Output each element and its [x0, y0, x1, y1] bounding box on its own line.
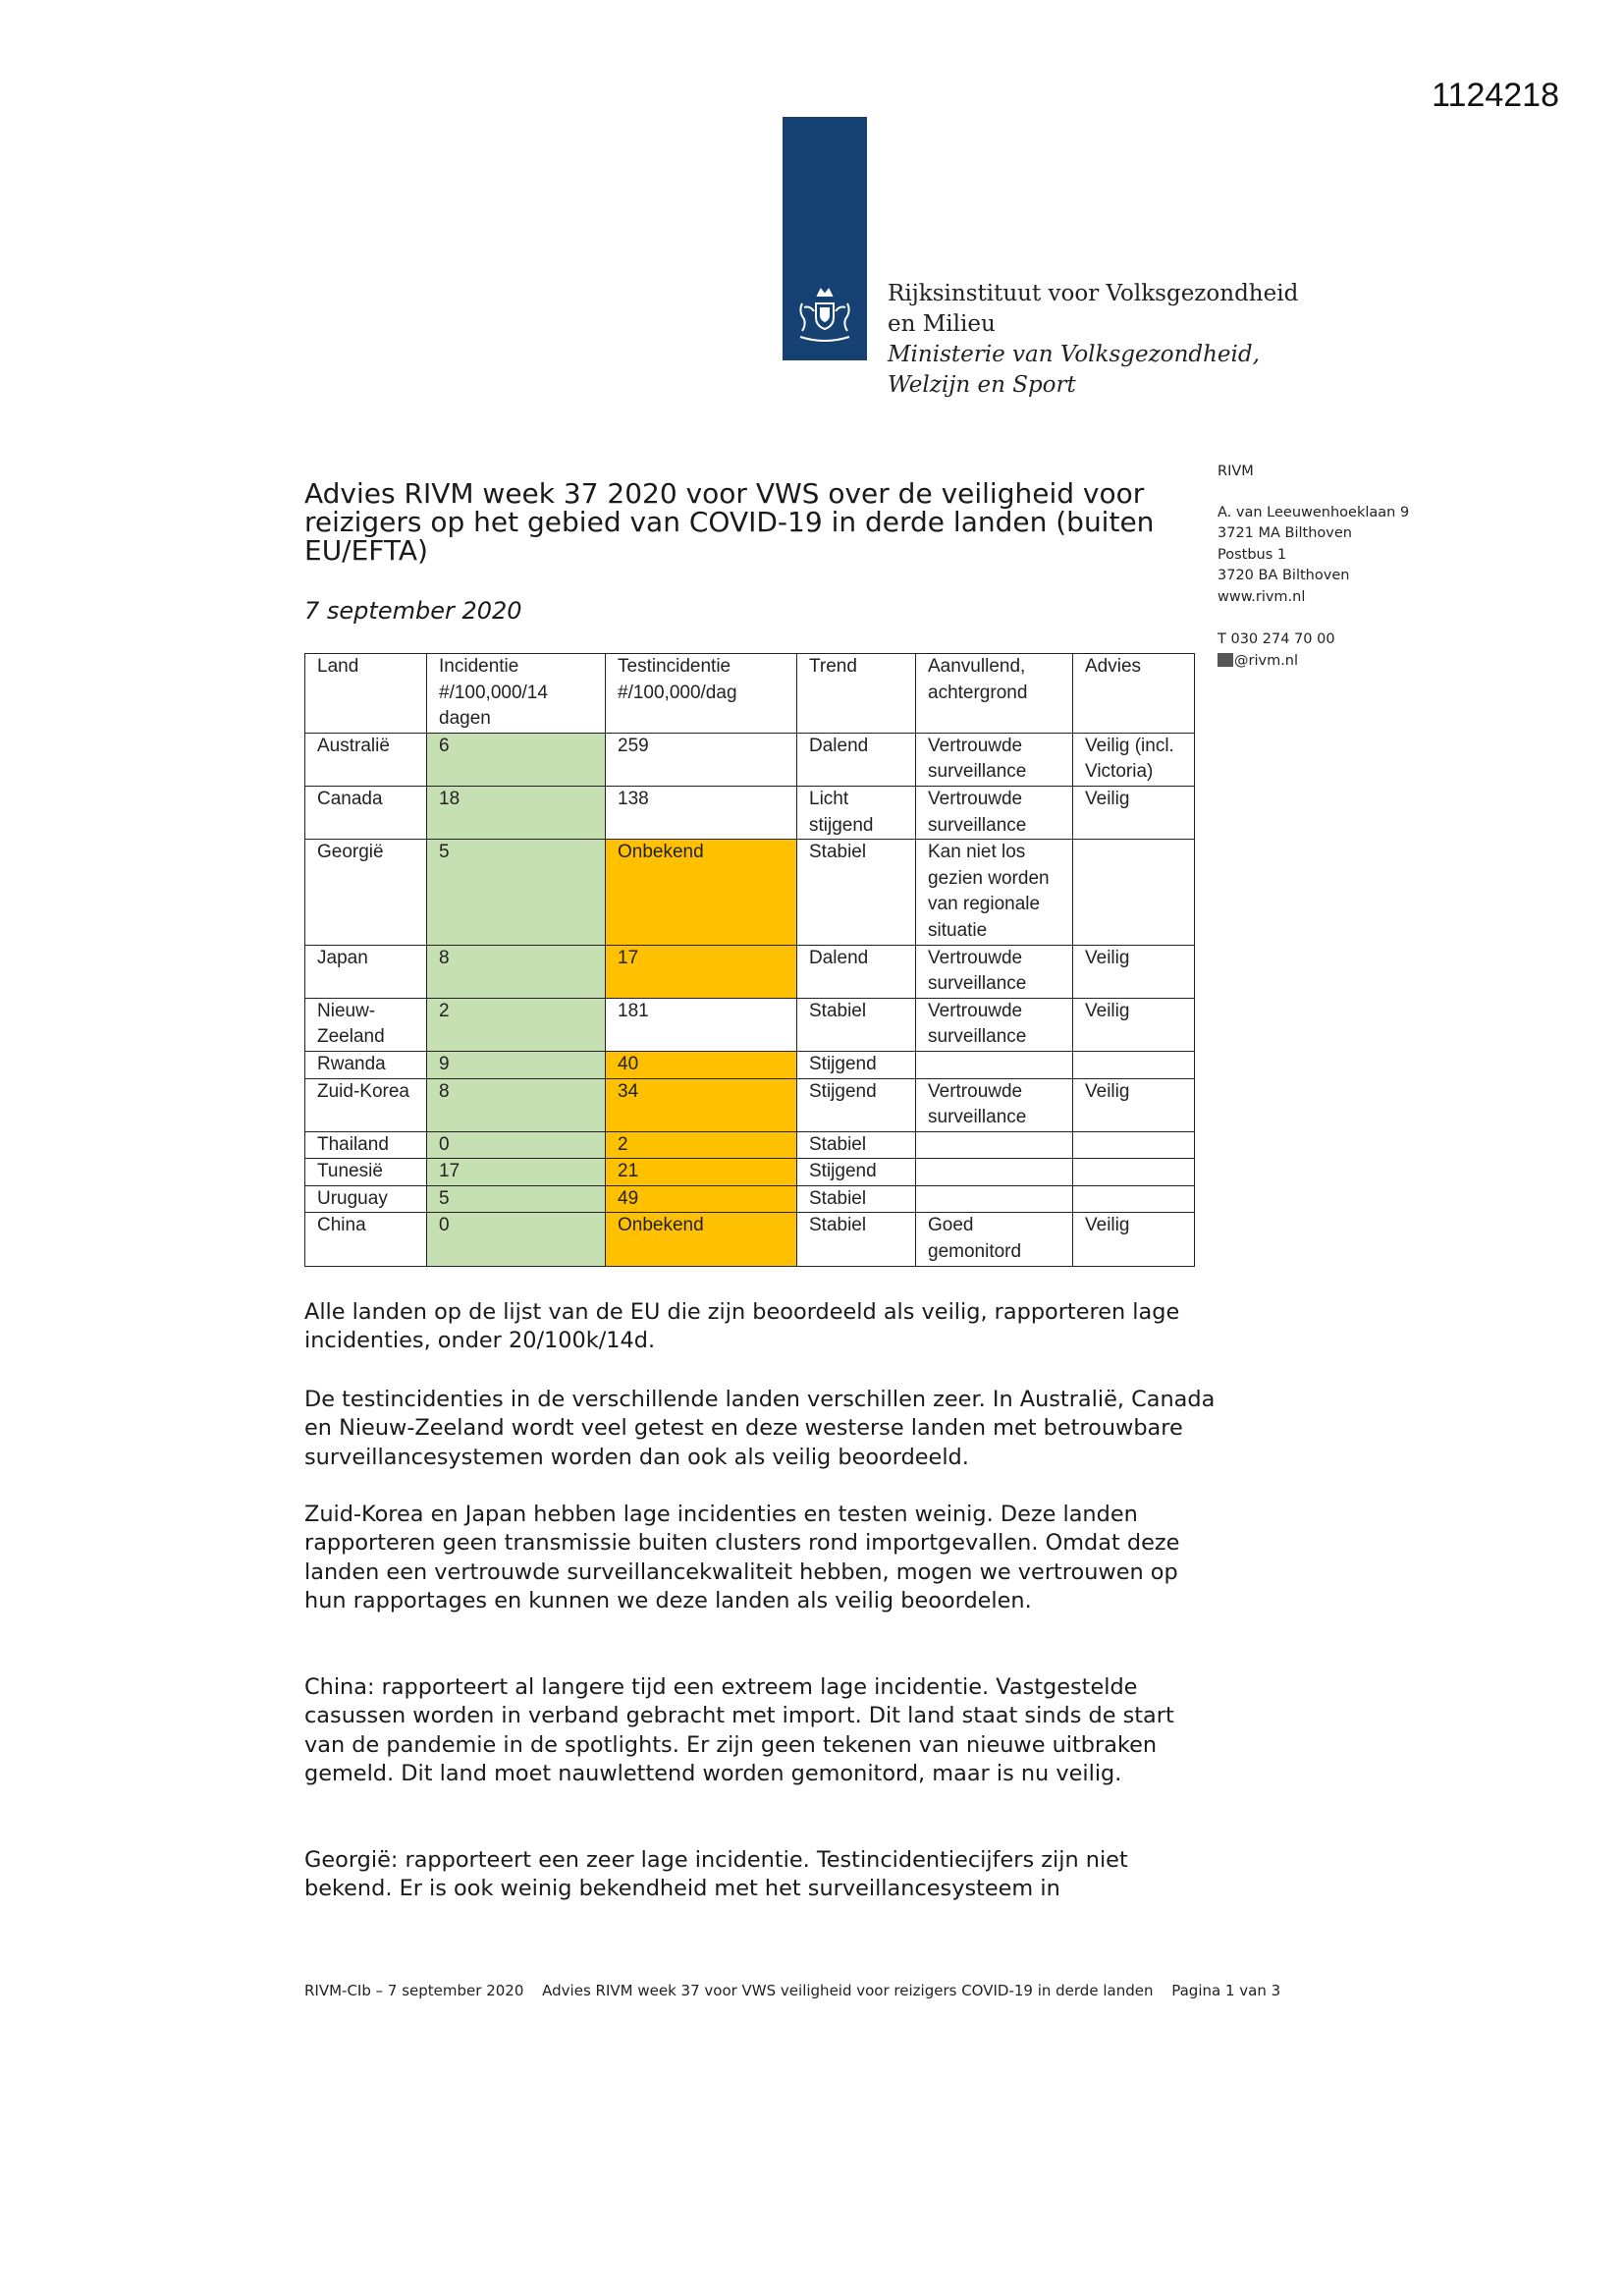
table-cell-aanvullend	[916, 1051, 1073, 1078]
table-cell-aanvullend: Vertrouwde surveillance	[916, 733, 1073, 786]
table-cell-advies: Veilig	[1073, 1213, 1195, 1266]
table-cell-incidentie: 8	[427, 1078, 606, 1131]
government-logo	[783, 117, 867, 360]
table-row	[305, 733, 1195, 786]
table-cell-incidentie: 2	[427, 998, 606, 1051]
table-cell-aanvullend	[916, 1159, 1073, 1186]
document-title: Advies RIVM week 37 2020 voor VWS over de veiligheid voor reizigers op het gebied van COVID-19 in derde landen (buiten EU/EFTA)	[304, 477, 1155, 567]
table-cell-advies	[1073, 1185, 1195, 1213]
table-cell-trend: Stijgend	[797, 1078, 916, 1131]
page-footer	[304, 1982, 1384, 1999]
table-row	[305, 1185, 1195, 1213]
table-cell-incidentie: 9	[427, 1051, 606, 1078]
column-header: Testincidentie #/100,000/dag	[606, 654, 797, 734]
ministry-line-2: Welzijn en Sport	[888, 372, 1076, 398]
table-cell-land: Australië	[305, 733, 427, 786]
table-cell-land: Zuid-Korea	[305, 1078, 427, 1131]
table-cell-incidentie: 5	[427, 1185, 606, 1213]
table-cell-aanvullend: Vertrouwde surveillance	[916, 945, 1073, 998]
address-line: 3720 BA Bilthoven	[1218, 568, 1350, 583]
page-number: Pagina 1 van 3	[1171, 1982, 1281, 1999]
table-cell-incidentie: 18	[427, 786, 606, 839]
table-cell-advies: Veilig (incl. Victoria)	[1073, 733, 1195, 786]
address-line: Postbus 1	[1218, 546, 1287, 563]
table-row	[305, 1159, 1195, 1186]
table-cell-incidentie: 5	[427, 840, 606, 945]
table-cell-testincidentie: 40	[606, 1051, 797, 1078]
table-cell-land: Georgië	[305, 840, 427, 945]
table-cell-testincidentie: 2	[606, 1131, 797, 1159]
paragraph: Zuid-Korea en Japan hebben lage incidenties en testen weinig. Deze landen rapporteren geen transmissie buiten clusters rond importgevallen. Omdat deze landen een vertrouwde surveillancekwaliteit hebben, mogen we vertrouwen op hun rapportages en kunnen we deze landen als veilig beoordelen.	[304, 1502, 1180, 1613]
table-header-row	[305, 654, 1195, 734]
website-link[interactable]: www.rivm.nl	[1218, 588, 1306, 605]
table-cell-incidentie: 8	[427, 945, 606, 998]
table-cell-incidentie: 0	[427, 1213, 606, 1266]
table-cell-aanvullend	[916, 1185, 1073, 1213]
table-row	[305, 840, 1195, 945]
table-cell-testincidentie: Onbekend	[606, 840, 797, 945]
footer-left: RIVM-CIb – 7 september 2020	[304, 1982, 524, 1999]
email-domain: @rivm.nl	[1234, 652, 1299, 669]
table-cell-incidentie: 6	[427, 733, 606, 786]
table-cell-trend: Stabiel	[797, 1131, 916, 1159]
table-cell-land: China	[305, 1213, 427, 1266]
paragraph: Georgië: rapporteert een zeer lage incidentie. Testincidentiecijfers zijn niet bekend. Er is ook weinig bekendheid met het surveillancesysteem in	[304, 1847, 1128, 1902]
address-line: A. van Leeuwenhoeklaan 9	[1218, 504, 1410, 520]
table-cell-advies	[1073, 840, 1195, 945]
table-cell-trend: Stabiel	[797, 998, 916, 1051]
table-cell-trend: Stabiel	[797, 1185, 916, 1213]
column-header: Aanvullend, achtergrond	[916, 654, 1073, 734]
table-cell-land: Thailand	[305, 1131, 427, 1159]
table-cell-trend: Stabiel	[797, 840, 916, 945]
table-cell-testincidentie: Onbekend	[606, 1213, 797, 1266]
document-number: 1124218	[1432, 77, 1559, 114]
address-line: 3721 MA Bilthoven	[1218, 525, 1352, 541]
table-row	[305, 1213, 1195, 1266]
column-header: Advies	[1073, 654, 1195, 734]
table-cell-aanvullend: Vertrouwde surveillance	[916, 1078, 1073, 1131]
table-cell-trend: Stijgend	[797, 1051, 916, 1078]
table-cell-incidentie: 0	[427, 1131, 606, 1159]
table-row	[305, 998, 1195, 1051]
footer-middle: Advies RIVM week 37 voor VWS veiligheid voor reizigers COVID-19 in derde landen	[542, 1982, 1154, 1999]
table-cell-testincidentie: 181	[606, 998, 797, 1051]
table-row	[305, 1078, 1195, 1131]
table-cell-land: Nieuw-Zeeland	[305, 998, 427, 1051]
column-header: Land	[305, 654, 427, 734]
column-header: Trend	[797, 654, 916, 734]
paragraph: China: rapporteert al langere tijd een extreem lage incidentie. Vastgestelde casussen worden in verband gebracht met import. Dit land staat sinds de start van de pandemie in de spotlights. Er zijn geen tekenen van nieuwe uitbraken gemeld. Dit land moet nauwlettend worden gemonitord, maar is nu veilig.	[304, 1674, 1174, 1786]
table-cell-testincidentie: 138	[606, 786, 797, 839]
redaction-mark	[1218, 653, 1233, 667]
table-cell-testincidentie: 21	[606, 1159, 797, 1186]
table-cell-trend: Dalend	[797, 733, 916, 786]
organization-name	[888, 279, 1298, 401]
paragraph: De testincidenties in de verschillende landen verschillen zeer. In Australië, Canada en Nieuw-Zeeland wordt veel getest en deze westerse landen met betrouwbare surveillancesystemen worden dan ook als veilig beoordeeld.	[304, 1387, 1216, 1470]
org-line-2: en Milieu	[888, 311, 996, 337]
table-row	[305, 945, 1195, 998]
paragraph: Alle landen op de lijst van de EU die zijn beoordeeld als veilig, rapporteren lage incidenties, onder 20/100k/14d.	[304, 1299, 1180, 1354]
table-cell-testincidentie: 17	[606, 945, 797, 998]
table-cell-aanvullend: Kan niet los gezien worden van regionale situatie	[916, 840, 1073, 945]
table-cell-land: Rwanda	[305, 1051, 427, 1078]
document-date: 7 september 2020	[304, 597, 522, 625]
country-advice-table	[304, 653, 1195, 1267]
sender-sidebar	[1218, 462, 1463, 672]
table-row	[305, 1131, 1195, 1159]
coat-of-arms-icon	[790, 282, 859, 351]
table-cell-aanvullend: Vertrouwde surveillance	[916, 786, 1073, 839]
table-cell-advies	[1073, 1159, 1195, 1186]
table-cell-advies: Veilig	[1073, 1078, 1195, 1131]
table-cell-testincidentie: 259	[606, 733, 797, 786]
table-cell-aanvullend	[916, 1131, 1073, 1159]
table-cell-advies: Veilig	[1073, 998, 1195, 1051]
table-cell-trend: Dalend	[797, 945, 916, 998]
table-cell-trend: Stijgend	[797, 1159, 916, 1186]
table-cell-land: Tunesië	[305, 1159, 427, 1186]
table-cell-advies: Veilig	[1073, 945, 1195, 998]
table-cell-testincidentie: 34	[606, 1078, 797, 1131]
ministry-line-1: Ministerie van Volksgezondheid,	[888, 342, 1260, 367]
table-cell-land: Japan	[305, 945, 427, 998]
table-cell-advies	[1073, 1051, 1195, 1078]
table-cell-aanvullend: Vertrouwde surveillance	[916, 998, 1073, 1051]
table-cell-land: Canada	[305, 786, 427, 839]
table-cell-advies: Veilig	[1073, 786, 1195, 839]
phone-number: T 030 274 70 00	[1218, 631, 1335, 647]
table-cell-advies	[1073, 1131, 1195, 1159]
table-cell-aanvullend: Goed gemonitord	[916, 1213, 1073, 1266]
table-row	[305, 786, 1195, 839]
org-line-1: Rijksinstituut voor Volksgezondheid	[888, 281, 1299, 306]
table-row	[305, 1051, 1195, 1078]
column-header: Incidentie #/100,000/14 dagen	[427, 654, 606, 734]
table-cell-trend: Licht stijgend	[797, 786, 916, 839]
table-cell-land: Uruguay	[305, 1185, 427, 1213]
email-address[interactable]	[1218, 651, 1463, 673]
table-cell-trend: Stabiel	[797, 1213, 916, 1266]
table-cell-testincidentie: 49	[606, 1185, 797, 1213]
table-cell-incidentie: 17	[427, 1159, 606, 1186]
sidebar-org: RIVM	[1218, 464, 1254, 479]
